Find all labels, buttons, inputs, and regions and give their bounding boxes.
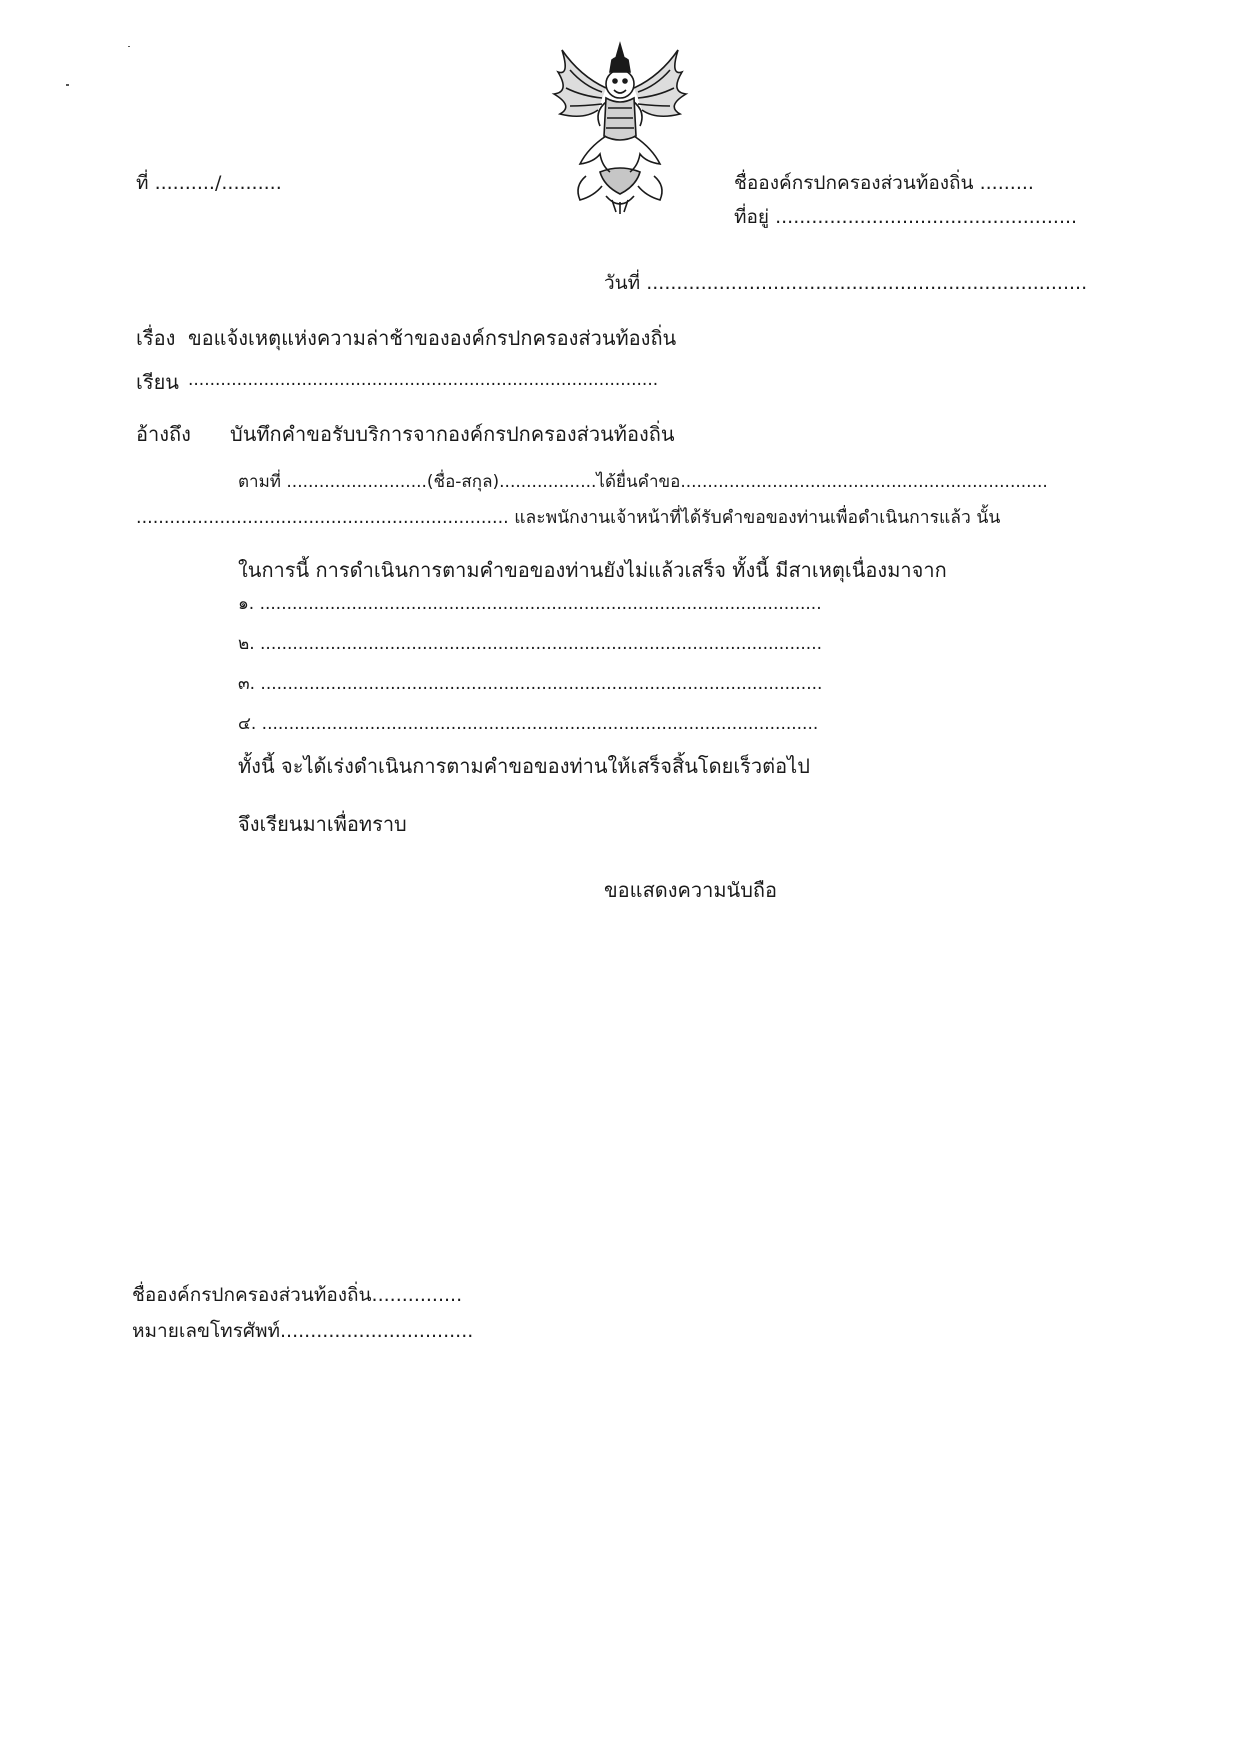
scan-speck <box>128 46 130 47</box>
garuda-emblem-icon <box>540 36 700 216</box>
reference-number-line: ที่ ........../.......... <box>136 172 282 194</box>
reason-item-3: ๓. ........................................................................................................ <box>238 674 823 694</box>
salutation-text: ....................................................................................... <box>188 370 659 390</box>
body-paragraph-2: ในการนี้ การดำเนินการตามคำขอของท่านยังไม่แล้วเสร็จ ทั้งนี้ มีสาเหตุเนื่องมาจาก <box>238 558 947 582</box>
address-line: ที่อยู่ .................................................. <box>734 206 1078 228</box>
scan-speck <box>66 84 69 86</box>
body-paragraph-1-line-2: ................................................................... และพนักงานเจ้าหน้าที่ได้รับคำขอของท่านเพื่อดำเนินการแล้ว นั้น <box>136 508 1001 528</box>
reason-item-4: ๔. ....................................................................................................... <box>238 714 819 734</box>
date-line: วันที่ ......................................................................... <box>604 272 1088 294</box>
reference-label: อ้างถึง <box>136 422 191 446</box>
subject-text: ขอแจ้งเหตุแห่งความล่าช้าขององค์กรปกครองส่วนท้องถิ่น <box>188 326 677 350</box>
org-name-line: ชื่อองค์กรปกครองส่วนท้องถิ่น ......... <box>734 172 1034 194</box>
closing-salutation: ขอแสดงความนับถือ <box>604 878 778 902</box>
reason-item-1: ๑. ........................................................................................................ <box>238 594 822 614</box>
salutation-label: เรียน <box>136 370 179 394</box>
reason-item-2: ๒. ........................................................................................................ <box>238 634 823 654</box>
footer-org-name-line: ชื่อองค์กรปกครองส่วนท้องถิ่น............... <box>132 1284 463 1306</box>
subject-label: เรื่อง <box>136 326 176 350</box>
closing-request: จึงเรียนมาเพื่อทราบ <box>238 812 407 836</box>
body-paragraph-3: ทั้งนี้ จะได้เร่งดำเนินการตามคำขอของท่านให้เสร็จสิ้นโดยเร็วต่อไป <box>238 754 810 778</box>
body-paragraph-1-line-1: ตามที่ ..........................(ชื่อ-สกุล)..................ได้ยื่นคำขอ.................................................................... <box>238 472 1048 492</box>
reference-text: บันทึกคำขอรับบริการจากองค์กรปกครองส่วนท้องถิ่น <box>230 422 675 446</box>
footer-phone-line: หมายเลขโทรศัพท์................................ <box>132 1320 474 1342</box>
